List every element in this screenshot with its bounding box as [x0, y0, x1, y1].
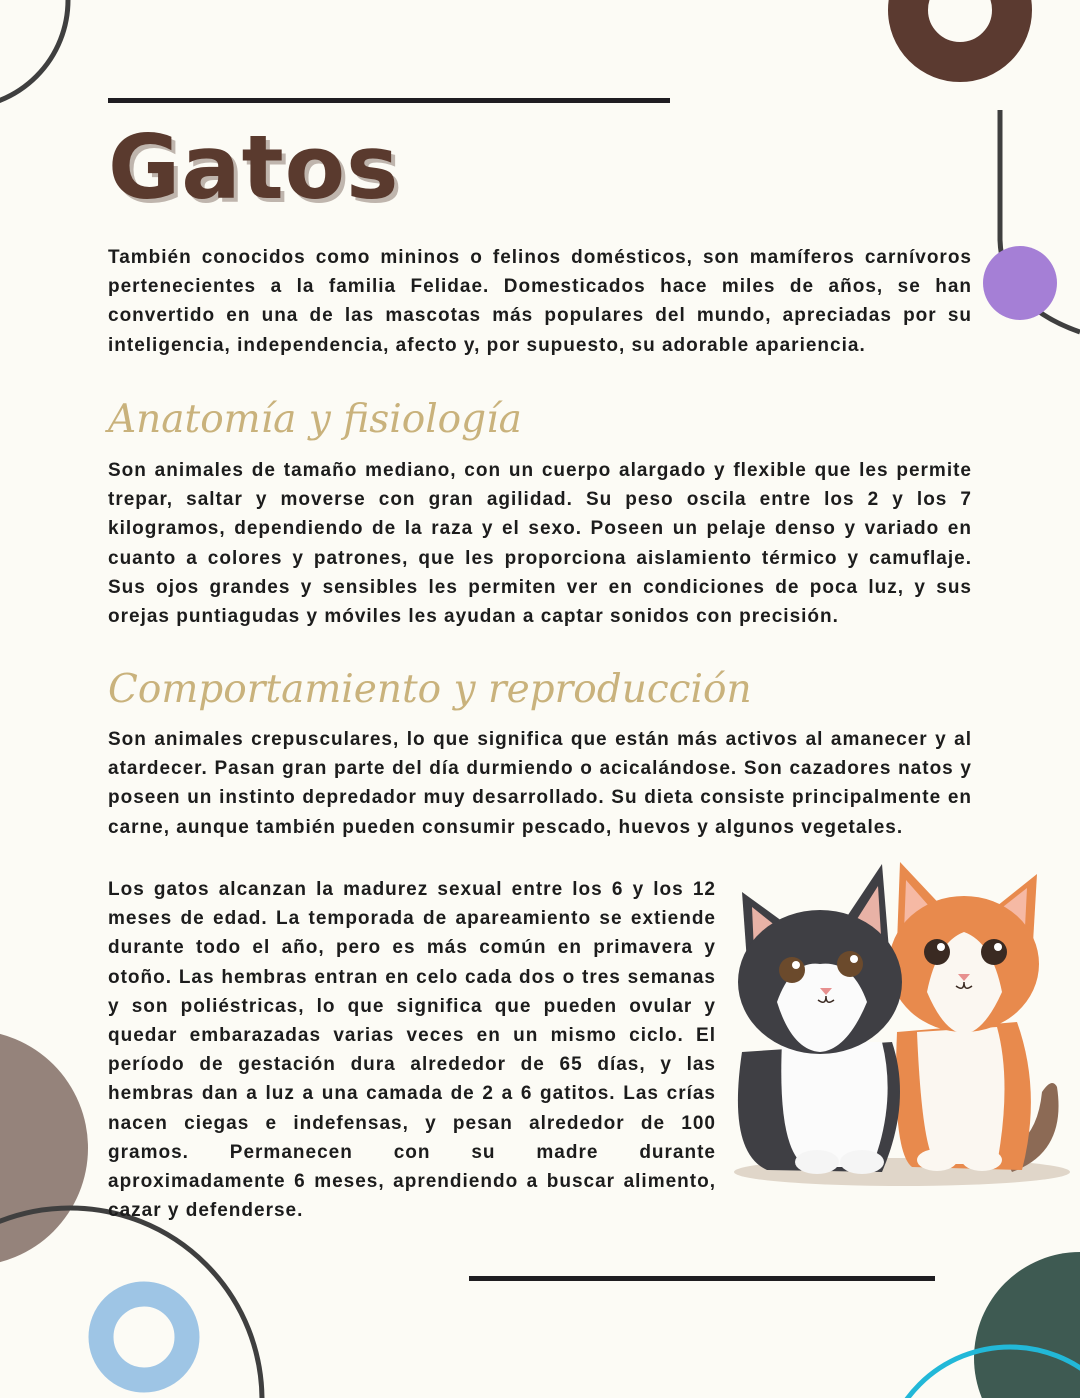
orange-cat-right-paw: [962, 1149, 1002, 1171]
cats-illustration: [722, 852, 1072, 1197]
section-heading-behavior: Comportamiento y reproducción: [108, 667, 752, 712]
orange-cat-left-eye: [924, 939, 950, 965]
gray-cat-left-paw: [795, 1150, 839, 1174]
section-heading-anatomy: Anatomía y fisiología: [108, 397, 522, 442]
orange-cat-chest: [917, 1027, 1005, 1164]
top-left-arc: [0, 0, 68, 108]
behavior-paragraph: Son animales crepusculares, lo que significa que están más activos al amanecer y al atardecer. Pasan gran parte del día durmiendo o acicalándose. Son cazadores natos y poseen un instinto depredador muy desarrollado. Su dieta consiste principalmente en carne, aunque también pueden consumir pescado, huevos y algunos vegetales.: [108, 729, 972, 838]
bottom-divider: [469, 1276, 935, 1281]
anatomy-paragraph: Son animales de tamaño mediano, con un cuerpo alargado y flexible que les permite trepar, saltar y moverse con gran agilidad. Su peso oscila entre los 2 y los 7 kilogramos, dependiendo de la raza y el sexo. Poseen un pelaje denso y variado en cuanto a colores y patrones, que les proporciona aislamiento térmico y camuflaje. Sus ojos grandes y sensibles les permiten ver en condiciones de poca luz, y sus orejas puntiagudas y móviles les ayudan a captar sonidos con precisión.: [108, 460, 972, 628]
left-taupe-circle: [0, 1030, 88, 1266]
gray-cat-right-eye-shine: [850, 955, 858, 963]
orange-cat-left-eye-shine: [937, 943, 945, 951]
gray-cat-right-paw: [840, 1150, 884, 1174]
gray-cat-left-eye: [779, 957, 805, 983]
bottom-right-green-circle: [974, 1252, 1080, 1398]
orange-cat-right-eye: [981, 939, 1007, 965]
reproduction-paragraph: Los gatos alcanzan la madurez sexual entre los 6 y los 12 meses de edad. La temporada de apareamiento se extiende durante todo el año, pero es más común en primavera y otoño. Las hembras entran en celo cada dos o tres semanas y son poliéstricas, lo que significa que pueden ovular y quedar embarazadas varias veces en un mismo ciclo. El período de gestación dura alrededor de 65 días, y las hembras dan a luz a una camada de 2 a 6 gatitos. Las crías nacen ciegas e indefensas, y pesan alrededor de 100 gramos. Permanecen con su madre durante aproximadamente 6 meses, aprendiendo a buscar alimento, cazar y defenderse.: [108, 879, 716, 1222]
gray-cat-left-eye-shine: [792, 961, 800, 969]
top-divider: [108, 98, 670, 103]
orange-cat-right-eye-shine: [994, 943, 1002, 951]
purple-dot: [983, 246, 1057, 320]
page-title: Gatos: [108, 116, 400, 219]
top-right-brown-ring: [908, 0, 1012, 62]
gray-cat-right-eye: [837, 951, 863, 977]
intro-paragraph: También conocidos como mininos o felinos domésticos, son mamíferos carnívoros pertenecientes a la familia Felidae. Domesticados hace miles de años, se han convertido en una de las mascotas más populares del mundo, apreciadas por su inteligencia, independencia, afecto y, por supuesto, su adorable apariencia.: [108, 247, 972, 356]
blue-ring: [101, 1294, 187, 1380]
gray-cat-chest: [781, 1042, 887, 1167]
orange-cat-left-paw: [917, 1149, 957, 1171]
